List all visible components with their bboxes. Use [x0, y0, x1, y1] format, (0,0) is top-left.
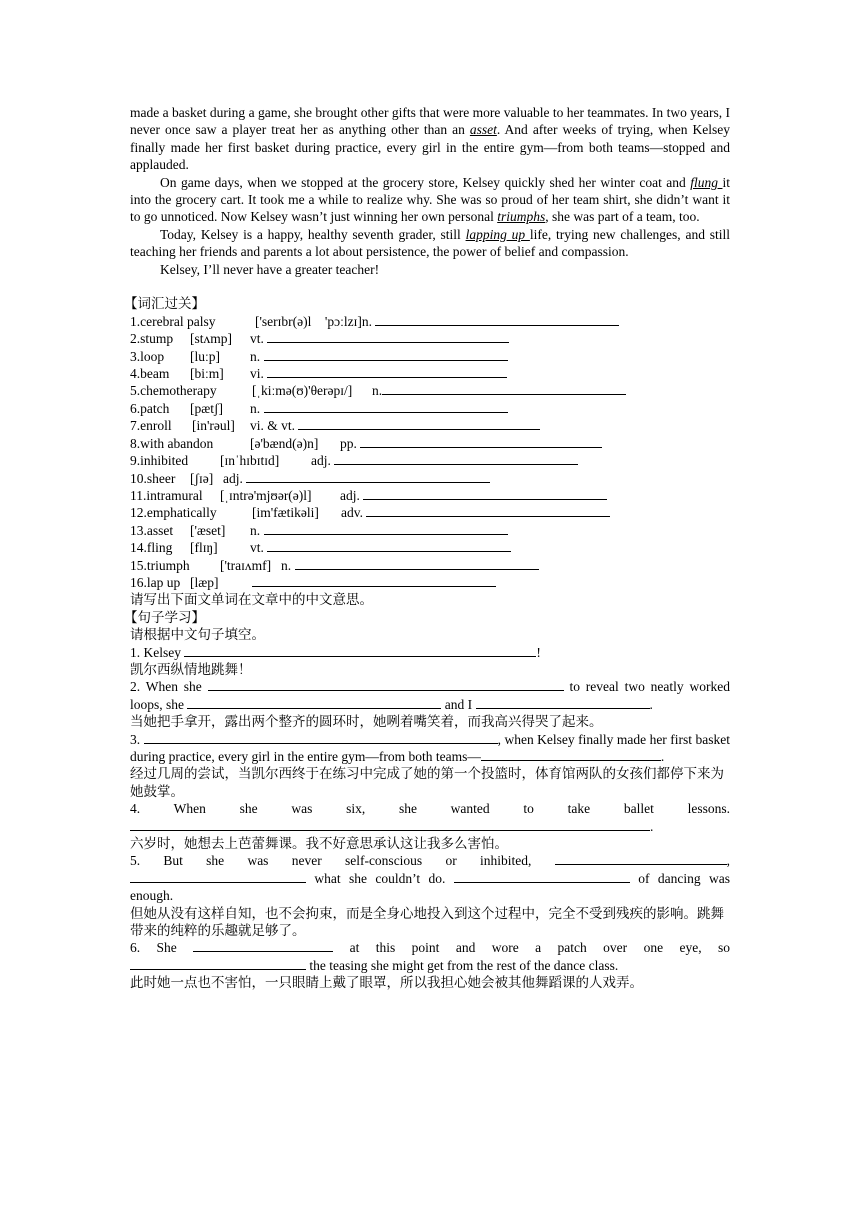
- passage-text: On game days, when we stopped at the grocery store, Kelsey quickly shed her winter coat and: [160, 174, 691, 190]
- vocab-item: 12.emphatically [im'fætikəli] adv.: [130, 504, 730, 521]
- answer-blank[interactable]: [295, 557, 539, 570]
- answer-blank[interactable]: [187, 696, 441, 709]
- vocab-item: 5.chemotherapy [ˌkiːmə(ʊ)'θerəpɪ/] n.: [130, 382, 730, 399]
- answer-blank[interactable]: [267, 539, 511, 552]
- answer-blank[interactable]: [184, 644, 536, 657]
- answer-blank[interactable]: [246, 470, 490, 483]
- sentence-6-cn: 此时她一点也不害怕，一只眼睛上戴了眼罩，所以我担心她会被其他舞蹈课的人戏弄。: [130, 975, 643, 991]
- vocab-list: [130, 313, 730, 592]
- worksheet-page: [124, 104, 731, 992]
- answer-blank[interactable]: [264, 522, 508, 535]
- sentence-4: 4. When she was six, she wanted to take ballet lessons. .: [130, 801, 730, 834]
- vocab-item: 1.cerebral palsy ['serɪbr(ə)l 'pɔːlzɪ]n.: [130, 313, 730, 330]
- vocab-heading: 【词汇过关】: [124, 296, 205, 312]
- vocab-instruction: 请写出下面文单词在文章中的中文意思。: [130, 592, 373, 608]
- vocab-item: 4.beam [biːm] vi.: [130, 365, 730, 382]
- sentence-2: 2. When she to reveal two neatly worked loops, she and I .: [130, 679, 730, 712]
- highlighted-word-asset: asset: [469, 122, 497, 138]
- highlighted-word-triumphs: triumphs: [497, 209, 546, 225]
- answer-blank[interactable]: [267, 365, 507, 378]
- answer-blank[interactable]: [481, 748, 661, 761]
- answer-blank[interactable]: [130, 957, 306, 970]
- sentence-4-cn: 六岁时，她想去上芭蕾舞课。我不好意思承认这让我多么害怕。: [130, 836, 508, 852]
- passage-text: , she was part of a team, too.: [545, 209, 700, 225]
- highlighted-word-flung: flung: [690, 174, 723, 190]
- answer-blank[interactable]: [375, 313, 619, 326]
- vocab-item: 6.patch [pætʃ] n.: [130, 400, 730, 417]
- sentence-1: 1. Kelsey !: [130, 644, 541, 660]
- answer-blank[interactable]: [382, 382, 626, 395]
- passage-text: Today, Kelsey is a happy, healthy seventh grader, still: [160, 226, 466, 242]
- passage-paragraph-3: [130, 226, 730, 261]
- answer-blank[interactable]: [208, 678, 564, 691]
- passage-text: . And after weeks of trying, when Kelsey finally made her first basket during practice, every girl in the entire gym—from both teams—stopped and applauded.: [130, 122, 730, 173]
- sentence-3-cn: 经过几周的尝试，当凯尔西终于在练习中完成了她的第一个投篮时，体育馆两队的女孩们都停下来为她鼓掌。: [130, 766, 724, 799]
- vocab-item: 8.with abandon [ə'bænd(ə)n] pp.: [130, 435, 730, 452]
- answer-blank[interactable]: [144, 731, 498, 744]
- vocab-item: 3.loop [luːp] n.: [130, 348, 730, 365]
- sentence-3: 3. , when Kelsey finally made her first basket during practice, every girl in the entire gym—from both teams— .: [130, 731, 730, 765]
- highlighted-word-lapping-up: lapping up: [465, 226, 530, 242]
- passage-paragraph-1: [130, 104, 730, 174]
- vocab-item: 14.fling [flɪŋ] vt.: [130, 539, 730, 556]
- sentence-5-cn: 但她从没有这样自知，也不会拘束，而是全身心地投入到这个过程中，完全不受到残疾的影响。跳舞带来的纯粹的乐趣就足够了。: [130, 905, 724, 939]
- answer-blank[interactable]: [130, 818, 650, 831]
- answer-blank[interactable]: [363, 487, 607, 500]
- sentence-6: 6. She at this point and wore a patch over one eye, so the teasing she might get from the rest of the dance class.: [130, 940, 731, 973]
- sentence-1-cn: 凯尔西纵情地跳舞！: [130, 661, 252, 677]
- answer-blank[interactable]: [267, 330, 509, 343]
- answer-blank[interactable]: [555, 852, 727, 865]
- passage-text: it into the grocery cart. It took me a while to realize why. She was so proud of her team shirt, she didn’t want it to go unnoticed. Now Kelsey wasn’t just winning her own personal: [130, 174, 730, 225]
- sentence-2-cn: 当她把手拿开，露出两个整齐的圆环时，她咧着嘴笑着，而我高兴得哭了起来。: [130, 714, 603, 730]
- sentences-heading: 【句子学习】: [124, 609, 205, 625]
- answer-blank[interactable]: [264, 400, 508, 413]
- answer-blank[interactable]: [366, 504, 610, 517]
- answer-blank[interactable]: [454, 870, 630, 883]
- sentence-5: 5. But she was never self-conscious or inhibited, , what she couldn’t do. of dancing was enough.: [130, 853, 731, 904]
- answer-blank[interactable]: [193, 939, 333, 952]
- answer-blank[interactable]: [360, 435, 602, 448]
- vocab-item: 2.stump [stʌmp] vt.: [130, 330, 730, 347]
- vocab-item: 16.lap up [læp]: [130, 574, 730, 591]
- vocab-item: 10.sheer [ʃɪə] adj.: [130, 470, 730, 487]
- vocab-item: 9.inhibited [ɪnˈhɪbɪtɪd] adj.: [130, 452, 730, 469]
- sentences-instruction: 请根据中文句子填空。: [130, 627, 265, 643]
- vocab-item: 15.triumph ['traɪʌmf] n.: [130, 557, 730, 574]
- passage-paragraph-4: Kelsey, I’ll never have a greater teacher!: [160, 261, 380, 277]
- answer-blank[interactable]: [264, 348, 508, 361]
- answer-blank[interactable]: [476, 696, 650, 709]
- answer-blank[interactable]: [298, 417, 540, 430]
- answer-blank[interactable]: [334, 452, 578, 465]
- passage-text: life, trying new challenges, and still teaching her friends and parents a lot about persistence, the power of belief and compassion.: [130, 226, 730, 260]
- answer-blank[interactable]: [252, 574, 496, 587]
- vocab-item: 11.intramural [ˌɪntrə'mjʊər(ə)l] adj.: [130, 487, 730, 504]
- vocab-item: 7.enroll [in'rəul] vi. & vt.: [130, 417, 730, 434]
- vocab-item: 13.asset ['æset] n.: [130, 522, 730, 539]
- passage-text: made a basket during a game, she brought other gifts that were more valuable to her teammates. In two years, I never once saw a player treat her as anything other than an: [130, 105, 730, 138]
- passage-paragraph-2: [130, 174, 730, 226]
- answer-blank[interactable]: [130, 870, 306, 883]
